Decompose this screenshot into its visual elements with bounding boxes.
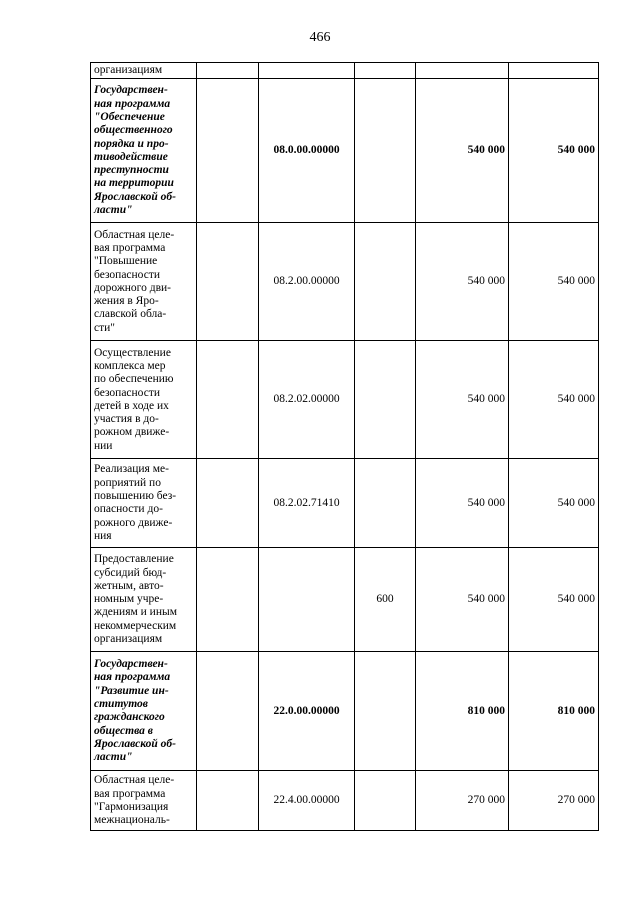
amount-year-2-cell: 270 000 <box>509 771 599 831</box>
item-name-line: Осуществление <box>94 346 171 359</box>
item-name-line: ждениям и иным <box>94 606 177 619</box>
expense-group-cell <box>355 341 416 459</box>
target-code-cell: 22.0.00.00000 <box>259 652 355 771</box>
amount-year-2-cell: 540 000 <box>509 223 599 341</box>
target-code-cell: 08.0.00.00000 <box>259 79 355 223</box>
expense-group-cell <box>355 652 416 771</box>
target-code-cell: 08.2.02.00000 <box>259 341 355 459</box>
item-name-line: субсидий бюд- <box>94 566 167 579</box>
item-name-cell <box>91 223 197 341</box>
amount-year-1-cell: 540 000 <box>416 459 509 548</box>
table-row <box>91 341 599 459</box>
item-name-line: номным учре- <box>94 593 164 606</box>
amount-year-1-cell <box>416 63 509 79</box>
item-name-cell <box>91 63 197 79</box>
amount-year-1-cell: 540 000 <box>416 548 509 652</box>
item-name-line: общества в <box>94 724 153 737</box>
item-name-line: нии <box>94 439 113 452</box>
item-name-cell <box>91 341 197 459</box>
expense-group-cell <box>355 223 416 341</box>
amount-year-1-cell: 540 000 <box>416 223 509 341</box>
program-row <box>91 79 599 223</box>
amount-year-2-cell: 540 000 <box>509 459 599 548</box>
table-row <box>91 63 599 79</box>
expense-group-cell <box>355 79 416 223</box>
item-name-line: Государствен- <box>94 84 168 97</box>
item-name-line: роприятий по <box>94 476 161 489</box>
table-row <box>91 459 599 548</box>
item-name-line: участия в до- <box>94 413 159 426</box>
expense-group-cell <box>355 771 416 831</box>
item-name-line: детей в ходе их <box>94 399 169 412</box>
item-name-line: славской обла- <box>94 308 167 321</box>
item-name-line: ласти" <box>94 751 133 764</box>
item-name-line: "Гармонизация <box>94 800 169 813</box>
item-name-line: Областная целе- <box>94 774 175 787</box>
item-name-line: вая программа <box>94 787 166 800</box>
item-name-line: по обеспечению <box>94 373 174 386</box>
blank-cell <box>197 652 259 771</box>
blank-cell <box>197 771 259 831</box>
table-row <box>91 223 599 341</box>
item-name-line: ная программа <box>94 97 171 110</box>
item-name-line: организациям <box>94 633 163 646</box>
amount-year-2-cell: 540 000 <box>509 79 599 223</box>
item-name-line: повышению без- <box>94 490 177 502</box>
amount-year-2-cell: 810 000 <box>509 652 599 771</box>
item-name-line: некоммерческим <box>94 619 177 632</box>
item-name-line: межнациональ- <box>94 814 170 827</box>
item-name-line: жения в Яро- <box>94 295 159 308</box>
item-name-line: дорожного дви- <box>94 281 171 294</box>
item-name-line: ститутов <box>94 698 148 710</box>
expense-group-cell: 600 <box>355 548 416 652</box>
item-name-line: гражданского <box>94 711 165 724</box>
target-code-cell <box>259 63 355 79</box>
item-name-line: ния <box>94 529 112 542</box>
item-name-line: вая программа <box>94 241 166 254</box>
item-name-line: Государствен- <box>94 658 168 671</box>
item-name-line: Ярославской об- <box>94 737 176 750</box>
target-code-cell: 08.2.02.71410 <box>259 459 355 548</box>
blank-cell <box>197 63 259 79</box>
item-name-cell <box>91 652 197 771</box>
item-name-line: "Повышение <box>94 255 158 268</box>
amount-year-2-cell <box>509 63 599 79</box>
blank-cell <box>197 459 259 548</box>
budget-table <box>90 62 599 831</box>
item-name-line: порядка и про- <box>94 137 169 150</box>
item-name-cell <box>91 548 197 652</box>
amount-year-1-cell: 810 000 <box>416 652 509 771</box>
table-row <box>91 771 599 831</box>
budget-table-body <box>91 63 599 831</box>
item-name-line: Реализация ме- <box>94 463 169 476</box>
item-name-line: общественного <box>94 124 173 137</box>
table-row <box>91 548 599 652</box>
expense-group-cell <box>355 459 416 548</box>
page-number: 466 <box>309 30 331 45</box>
item-name-cell <box>91 771 197 831</box>
expense-group-cell <box>355 63 416 79</box>
item-name-line: Предоставление <box>94 553 174 566</box>
target-code-cell: 22.4.00.00000 <box>259 771 355 831</box>
program-row <box>91 652 599 771</box>
item-name-line: опасности до- <box>94 503 163 516</box>
amount-year-1-cell: 540 000 <box>416 79 509 223</box>
item-name-line: на территории <box>94 177 174 190</box>
amount-year-2-cell: 540 000 <box>509 548 599 652</box>
item-name-line: "Обеспечение <box>94 110 165 123</box>
item-name-line: сти" <box>94 321 115 334</box>
item-name-line: "Развитие ин- <box>94 684 169 697</box>
amount-year-2-cell: 540 000 <box>509 341 599 459</box>
item-name-cell <box>91 459 197 548</box>
amount-year-1-cell: 270 000 <box>416 771 509 831</box>
item-name-line: рожного движе- <box>94 516 173 529</box>
item-name-line: рожном движе- <box>94 426 170 439</box>
item-name-line: безопасности <box>94 386 161 399</box>
blank-cell <box>197 79 259 223</box>
item-name-line: ная программа <box>94 671 171 684</box>
target-code-cell: 08.2.00.00000 <box>259 223 355 341</box>
item-name-line: комплекса мер <box>94 359 166 372</box>
item-name-line: безопасности <box>94 268 161 281</box>
blank-cell <box>197 223 259 341</box>
item-name-line: ласти" <box>94 203 133 216</box>
item-name-line: преступности <box>94 164 169 177</box>
item-name-line: тиводействие <box>94 150 168 163</box>
blank-cell <box>197 341 259 459</box>
amount-year-1-cell: 540 000 <box>416 341 509 459</box>
blank-cell <box>197 548 259 652</box>
item-name-cell <box>91 79 197 223</box>
target-code-cell <box>259 548 355 652</box>
item-name-line: жетным, авто- <box>94 579 164 592</box>
item-name-line: Областная целе- <box>94 228 175 241</box>
item-name-line: Ярославской об- <box>94 190 176 203</box>
item-name-line: организациям <box>94 64 163 76</box>
